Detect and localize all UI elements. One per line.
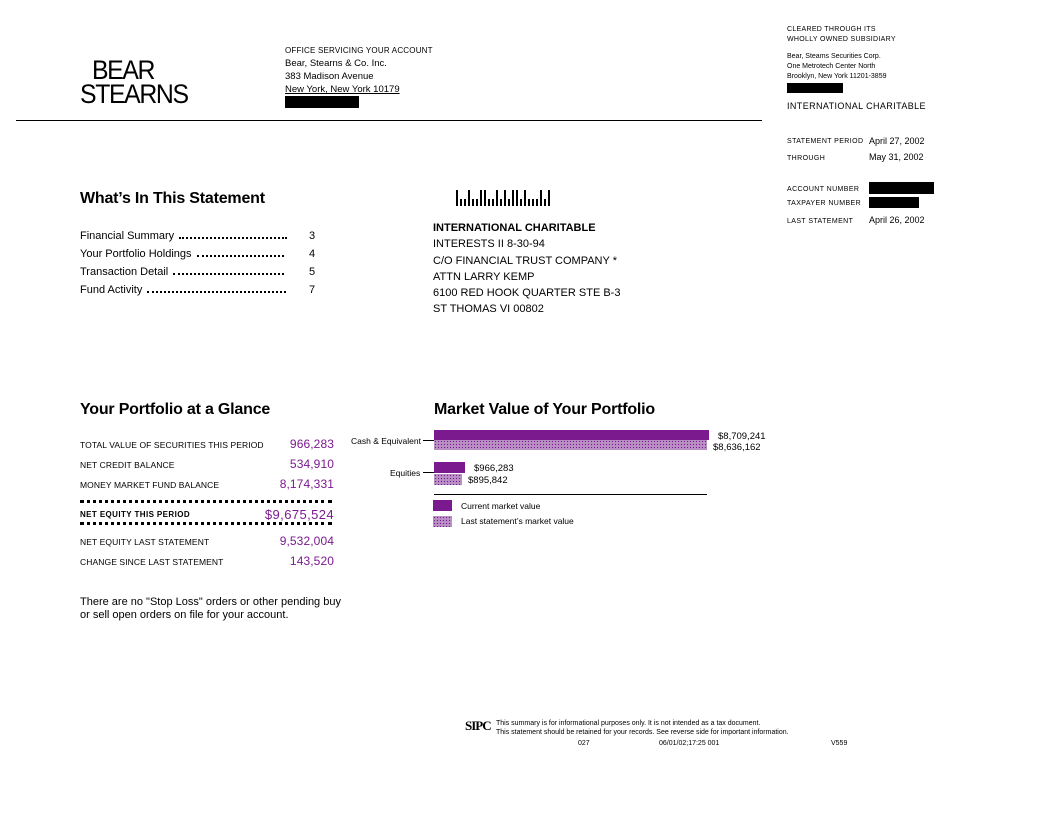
data-label: $8,709,241	[718, 431, 766, 442]
toc-row[interactable]	[80, 260, 320, 278]
clearing-city: Brooklyn, New York 11201-3859	[787, 73, 887, 80]
toc-page: 4	[309, 248, 316, 260]
redaction-box	[869, 182, 934, 194]
toc-label: Transaction Detail	[80, 266, 169, 278]
glance-value: 9,532,004	[279, 534, 334, 548]
office-street: 383 Madison Avenue	[285, 71, 374, 82]
chart-title: Market Value of Your Portfolio	[434, 401, 656, 418]
office-name: Bear, Stearns & Co. Inc.	[285, 58, 387, 69]
footer-version: V559	[831, 740, 848, 747]
glance-row	[80, 457, 334, 471]
category-tick	[423, 440, 434, 441]
toc-leader	[147, 291, 286, 293]
taxpayer-number-label: TAXPAYER NUMBER	[787, 200, 862, 207]
toc-row[interactable]	[80, 242, 320, 260]
clearing-corp: Bear, Steams Securities Corp.	[787, 53, 881, 60]
bar-last-cash	[434, 440, 707, 450]
toc-page: 3	[309, 230, 316, 242]
toc-page: 7	[309, 284, 316, 296]
glance-value: 8,174,331	[279, 477, 334, 491]
clearing-street: One Metrotech Center North	[787, 63, 876, 70]
address-line: INTERESTS II 8-30-94	[433, 238, 545, 251]
glance-label: CHANGE SINCE LAST STATEMENT	[80, 557, 224, 567]
last-statement-value: April 26, 2002	[869, 215, 925, 225]
bar-last-equities	[434, 474, 462, 485]
mailing-address	[433, 220, 620, 318]
toc-row[interactable]	[80, 224, 320, 242]
clearing-line-2: WHOLLY OWNED SUBSIDIARY	[787, 36, 896, 43]
legend-label: Current market value	[461, 501, 541, 511]
toc-page: 5	[309, 266, 316, 278]
category-label: Equities	[390, 468, 421, 478]
redaction-box	[787, 83, 843, 93]
toc-row[interactable]	[80, 278, 320, 296]
redaction-box	[285, 96, 359, 108]
bar-current-equities	[434, 462, 465, 473]
clearing-address	[787, 52, 887, 93]
footer-timestamp: 06/01/02;17:25 001	[659, 740, 720, 747]
category-tick	[423, 472, 434, 473]
statement-period-value: April 27, 2002	[869, 136, 925, 146]
through-label: THROUGH	[787, 155, 826, 162]
glance-title: Your Portfolio at a Glance	[80, 401, 271, 418]
footer-disclaimer	[496, 719, 789, 737]
disclaimer-line: This statement should be retained for your records. See reverse side for important information.	[496, 729, 789, 736]
glance-row	[80, 554, 334, 568]
glance-value: 143,520	[289, 554, 334, 568]
address-line: 6100 RED HOOK QUARTER STE B-3	[433, 287, 621, 300]
footer-code: 027	[578, 740, 590, 747]
legend-label: Last statement’s market value	[461, 516, 574, 526]
toc-leader	[173, 273, 284, 275]
note-line: or sell open orders on file for your account.	[80, 609, 289, 621]
logo-line-1: BEAR	[91, 55, 155, 85]
data-label: $966,283	[474, 463, 514, 474]
contents-title: What’s In This Statement	[80, 190, 265, 207]
logo-line-2: STEARNS	[80, 79, 188, 109]
chart-axis	[434, 494, 707, 495]
clearing-line-1: CLEARED THROUGH ITS	[787, 26, 876, 33]
legend-swatch-current	[433, 500, 452, 511]
statement-period-label: STATEMENT PERIOD	[787, 138, 864, 145]
redaction-box	[869, 197, 919, 208]
address-line: ST THOMAS VI 00802	[433, 303, 544, 316]
glance-label: NET CREDIT BALANCE	[80, 460, 175, 470]
header-divider	[16, 120, 762, 121]
glance-label: MONEY MARKET FUND BALANCE	[80, 480, 220, 490]
toc-leader	[197, 255, 284, 257]
table-of-contents	[80, 224, 320, 296]
address-line: ATTN LARRY KEMP	[433, 270, 535, 283]
toc-label: Fund Activity	[80, 284, 143, 296]
office-city: New York, New York 10179	[285, 84, 400, 95]
account-number-label: ACCOUNT NUMBER	[787, 186, 860, 193]
dotted-divider	[80, 500, 332, 503]
glance-row-total	[80, 507, 334, 522]
glance-row	[80, 437, 334, 451]
glance-label: TOTAL VALUE OF SECURITIES THIS PERIOD	[80, 440, 264, 450]
office-address-block	[285, 44, 433, 108]
disclaimer-line: This summary is for informational purposes only. It is not intended as a tax document.	[496, 720, 761, 727]
address-line: C/O FINANCIAL TRUST COMPANY *	[433, 254, 617, 267]
address-line: INTERNATIONAL CHARITABLE	[433, 222, 596, 234]
toc-label: Your Portfolio Holdings	[80, 248, 192, 260]
note-line: There are no "Stop Loss" orders or other pending buy	[80, 596, 341, 608]
dotted-divider	[80, 522, 332, 525]
pending-orders-note	[80, 596, 341, 622]
glance-row	[80, 477, 334, 491]
legend-swatch-last	[433, 516, 452, 527]
category-label: Cash & Equivalent	[351, 436, 421, 446]
data-label: $895,842	[468, 475, 508, 486]
through-value: May 31, 2002	[869, 152, 924, 162]
account-name: INTERNATIONAL CHARITABLE	[787, 101, 926, 111]
glance-value: 966,283	[289, 437, 334, 451]
last-statement-label: LAST STATEMENT	[787, 218, 854, 225]
glance-label: NET EQUITY LAST STATEMENT	[80, 537, 210, 547]
postal-barcode	[456, 190, 550, 206]
sipc-logo: SIPC	[465, 718, 491, 733]
office-header: OFFICE SERVICING YOUR ACCOUNT	[285, 46, 433, 55]
bear-stearns-logo	[80, 55, 188, 109]
glance-row	[80, 534, 334, 548]
toc-leader	[179, 237, 287, 239]
clearing-header	[787, 25, 896, 45]
glance-value: 534,910	[289, 457, 334, 471]
glance-value: $9,675,524	[264, 507, 334, 522]
bar-current-cash	[434, 430, 709, 440]
toc-label: Financial Summary	[80, 230, 175, 242]
glance-label: NET EQUITY THIS PERIOD	[80, 510, 190, 519]
data-label: $8,636,162	[713, 442, 761, 453]
